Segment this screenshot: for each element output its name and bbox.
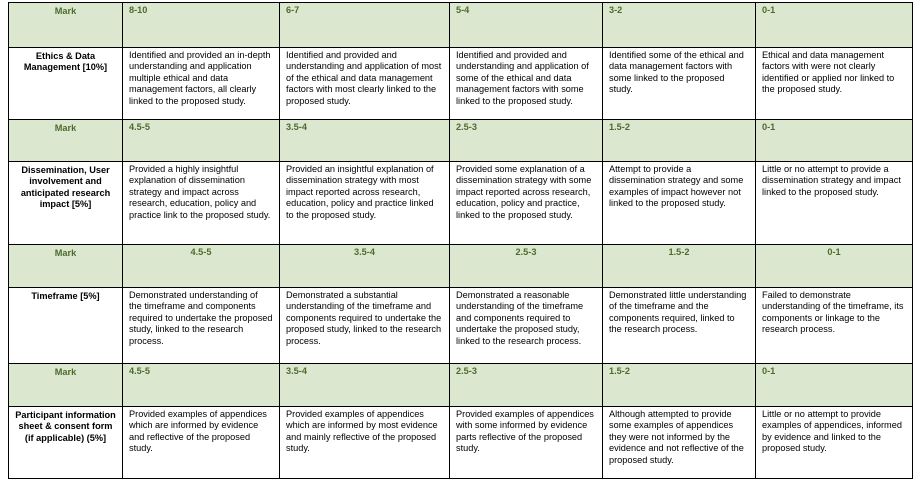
criterion-descriptor-cell: Little or no attempt to provide examples of appendices, informed by evidence and linked to the proposed study. bbox=[756, 407, 913, 479]
mark-band-cell: 6-7 bbox=[280, 3, 450, 48]
criterion-label: Participant information sheet & consent form (if applicable) (5%] bbox=[9, 407, 123, 479]
criterion-row bbox=[9, 162, 913, 245]
criterion-descriptor-cell: Little or no attempt to provide a dissemination strategy and impact linked to the proposed study. bbox=[756, 162, 913, 245]
mark-band-cell: 4.5-5 bbox=[123, 120, 280, 162]
mark-band-cell: 0-1 bbox=[756, 245, 913, 288]
criterion-descriptor-cell: Identified and provided and understanding and application of most of the ethical and data management factors with most clearly linked to the proposed study. bbox=[280, 48, 450, 120]
criterion-row bbox=[9, 288, 913, 364]
mark-band-cell: 3-2 bbox=[603, 3, 756, 48]
mark-band-row bbox=[9, 364, 913, 407]
mark-band-row bbox=[9, 3, 913, 48]
mark-band-cell: 3.5-4 bbox=[280, 364, 450, 407]
criterion-row bbox=[9, 48, 913, 120]
criterion-label: Ethics & Data Management [10%] bbox=[9, 48, 123, 120]
mark-band-row bbox=[9, 245, 913, 288]
mark-band-cell: 4.5-5 bbox=[123, 364, 280, 407]
mark-label: Mark bbox=[9, 3, 123, 48]
criterion-descriptor-cell: Provided examples of appendices which are informed by evidence and reflective of the proposed study. bbox=[123, 407, 280, 479]
criterion-descriptor-cell: Demonstrated little understanding of the timeframe and the components required, linked to the research process. bbox=[603, 288, 756, 364]
mark-band-cell: 2.5-3 bbox=[450, 364, 603, 407]
mark-label: Mark bbox=[9, 245, 123, 288]
mark-label: Mark bbox=[9, 120, 123, 162]
mark-band-cell: 0-1 bbox=[756, 364, 913, 407]
criterion-descriptor-cell: Identified and provided an in-depth understanding and application multiple ethical and data management factors, all clearly linked to the proposed study. bbox=[123, 48, 280, 120]
mark-band-cell: 0-1 bbox=[756, 120, 913, 162]
criterion-descriptor-cell: Provided examples of appendices which are informed by most evidence and mainly reflective of the proposed study. bbox=[280, 407, 450, 479]
criterion-descriptor-cell: Provided examples of appendices with some informed by evidence parts reflective of the proposed study. bbox=[450, 407, 603, 479]
criterion-descriptor-cell: Attempt to provide a dissemination strategy and some examples of impact however not linked to the proposed study. bbox=[603, 162, 756, 245]
criterion-descriptor-cell: Failed to demonstrate understanding of the timeframe, its components or linkage to the research process. bbox=[756, 288, 913, 364]
criterion-descriptor-cell: Ethical and data management factors with were not clearly identified or applied nor linked to the proposed study. bbox=[756, 48, 913, 120]
criterion-descriptor-cell: Provided some explanation of a dissemination strategy with some impact reported across research, education, policy and practice, linked to the proposed study. bbox=[450, 162, 603, 245]
mark-label: Mark bbox=[9, 364, 123, 407]
mark-band-cell: 3.5-4 bbox=[280, 120, 450, 162]
criterion-row bbox=[9, 407, 913, 479]
mark-band-cell: 4.5-5 bbox=[123, 245, 280, 288]
criterion-descriptor-cell: Demonstrated a substantial understanding of the timeframe and components required to undertake the proposed study, linked to the research process. bbox=[280, 288, 450, 364]
mark-band-cell: 8-10 bbox=[123, 3, 280, 48]
criterion-descriptor-cell: Identified and provided and understanding and application of some of the ethical and data management factors with some linked to the proposed study. bbox=[450, 48, 603, 120]
criterion-descriptor-cell: Provided a highly insightful explanation of dissemination strategy and impact across research, education, policy and practice link to the proposed study. bbox=[123, 162, 280, 245]
mark-band-cell: 3.5-4 bbox=[280, 245, 450, 288]
criterion-descriptor-cell: Identified some of the ethical and data management factors with some linked to the proposed study. bbox=[603, 48, 756, 120]
criterion-label: Dissemination, User involvement and anticipated research impact [5%] bbox=[9, 162, 123, 245]
rubric-body bbox=[9, 3, 913, 479]
criterion-label: Timeframe [5%] bbox=[9, 288, 123, 364]
mark-band-cell: 1.5-2 bbox=[603, 245, 756, 288]
mark-band-cell: 2.5-3 bbox=[450, 120, 603, 162]
criterion-descriptor-cell: Demonstrated a reasonable understanding of the timeframe and components required to undertake the proposed study, linked to the research process. bbox=[450, 288, 603, 364]
mark-band-cell: 1.5-2 bbox=[603, 120, 756, 162]
mark-band-cell: 0-1 bbox=[756, 3, 913, 48]
mark-band-cell: 5-4 bbox=[450, 3, 603, 48]
criterion-descriptor-cell: Although attempted to provide some examples of appendices they were not informed by the evidence and not reflective of the proposed study. bbox=[603, 407, 756, 479]
mark-band-row bbox=[9, 120, 913, 162]
marking-rubric-table bbox=[8, 2, 913, 479]
mark-band-cell: 1.5-2 bbox=[603, 364, 756, 407]
criterion-descriptor-cell: Demonstrated understanding of the timeframe and components required to undertake the proposed study, linked to the research process. bbox=[123, 288, 280, 364]
criterion-descriptor-cell: Provided an insightful explanation of dissemination strategy with most impact reported across research, education, policy and practice linked to the proposed study. bbox=[280, 162, 450, 245]
mark-band-cell: 2.5-3 bbox=[450, 245, 603, 288]
